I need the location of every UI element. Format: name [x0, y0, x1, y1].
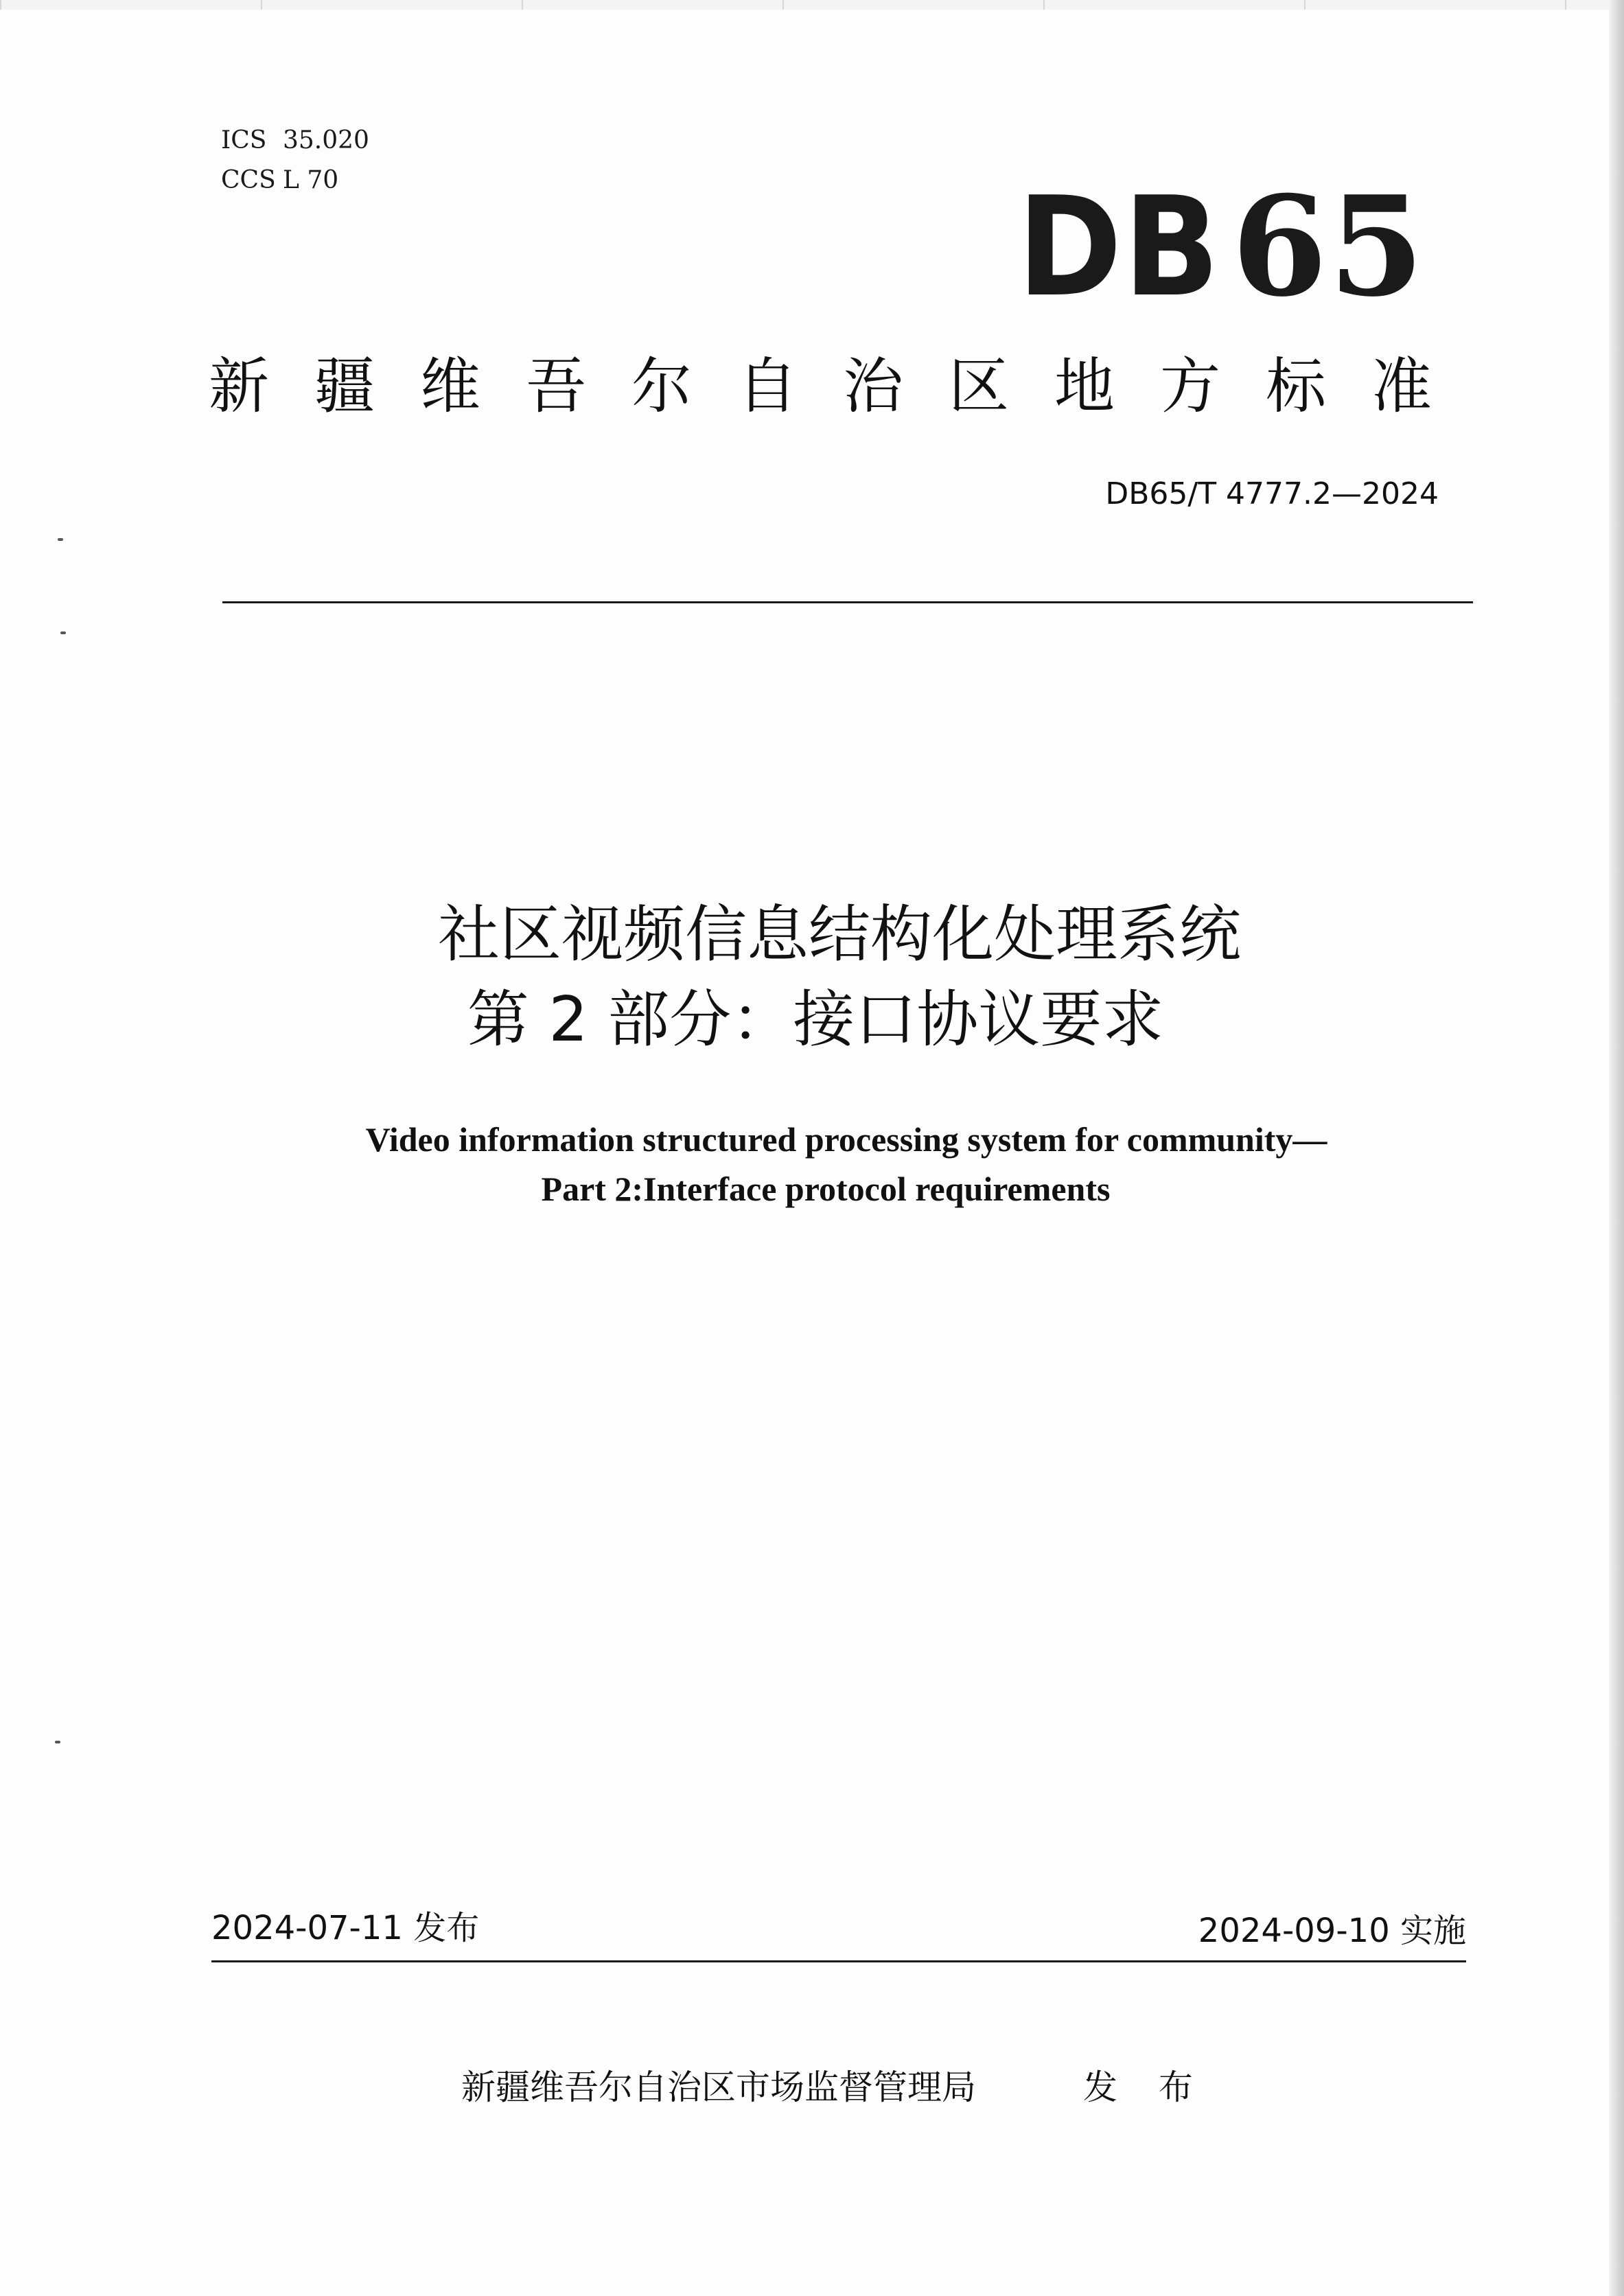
scan-speck	[58, 538, 63, 541]
logo-number: 65	[1231, 166, 1426, 327]
top-divider	[222, 601, 1473, 603]
ccs-value: L 70	[283, 166, 339, 194]
ics-row	[221, 121, 369, 161]
region-standard-title: 新疆维吾尔自治区地方标准	[209, 351, 1478, 421]
issue-date: 2024-07-11 发布	[211, 1909, 480, 1947]
standard-number: DB65/T 4777.2—2024	[1105, 476, 1439, 511]
chinese-title-line-2: 第 2 部分：接口协议要求	[467, 984, 1164, 1056]
implementation-date: 2024-09-10 实施	[1198, 1912, 1466, 1950]
chinese-title	[0, 892, 1624, 1063]
chinese-title-line-1: 社区视频信息结构化处理系统	[438, 898, 1241, 971]
scan-speck	[60, 631, 66, 634]
classification-codes	[221, 121, 369, 200]
scan-speck	[55, 1741, 60, 1743]
english-title	[0, 1115, 1624, 1214]
ics-label: ICS	[221, 126, 267, 154]
ccs-row	[221, 161, 369, 200]
logo-letters: DB	[1017, 167, 1221, 327]
bottom-divider	[211, 1960, 1466, 1962]
ics-value: 35.020	[283, 126, 369, 154]
publish-action: 发 布	[1083, 2067, 1208, 2107]
db65-logo	[1017, 166, 1426, 327]
english-title-line-1: Video information structured processing system for community—	[365, 1120, 1327, 1159]
publisher-name: 新疆维吾尔自治区市场监督管理局	[461, 2067, 976, 2107]
english-title-line-2: Part 2:Interface protocol requirements	[541, 1170, 1111, 1208]
scan-top-edge	[0, 0, 1624, 10]
ccs-label: CCS	[221, 166, 276, 194]
